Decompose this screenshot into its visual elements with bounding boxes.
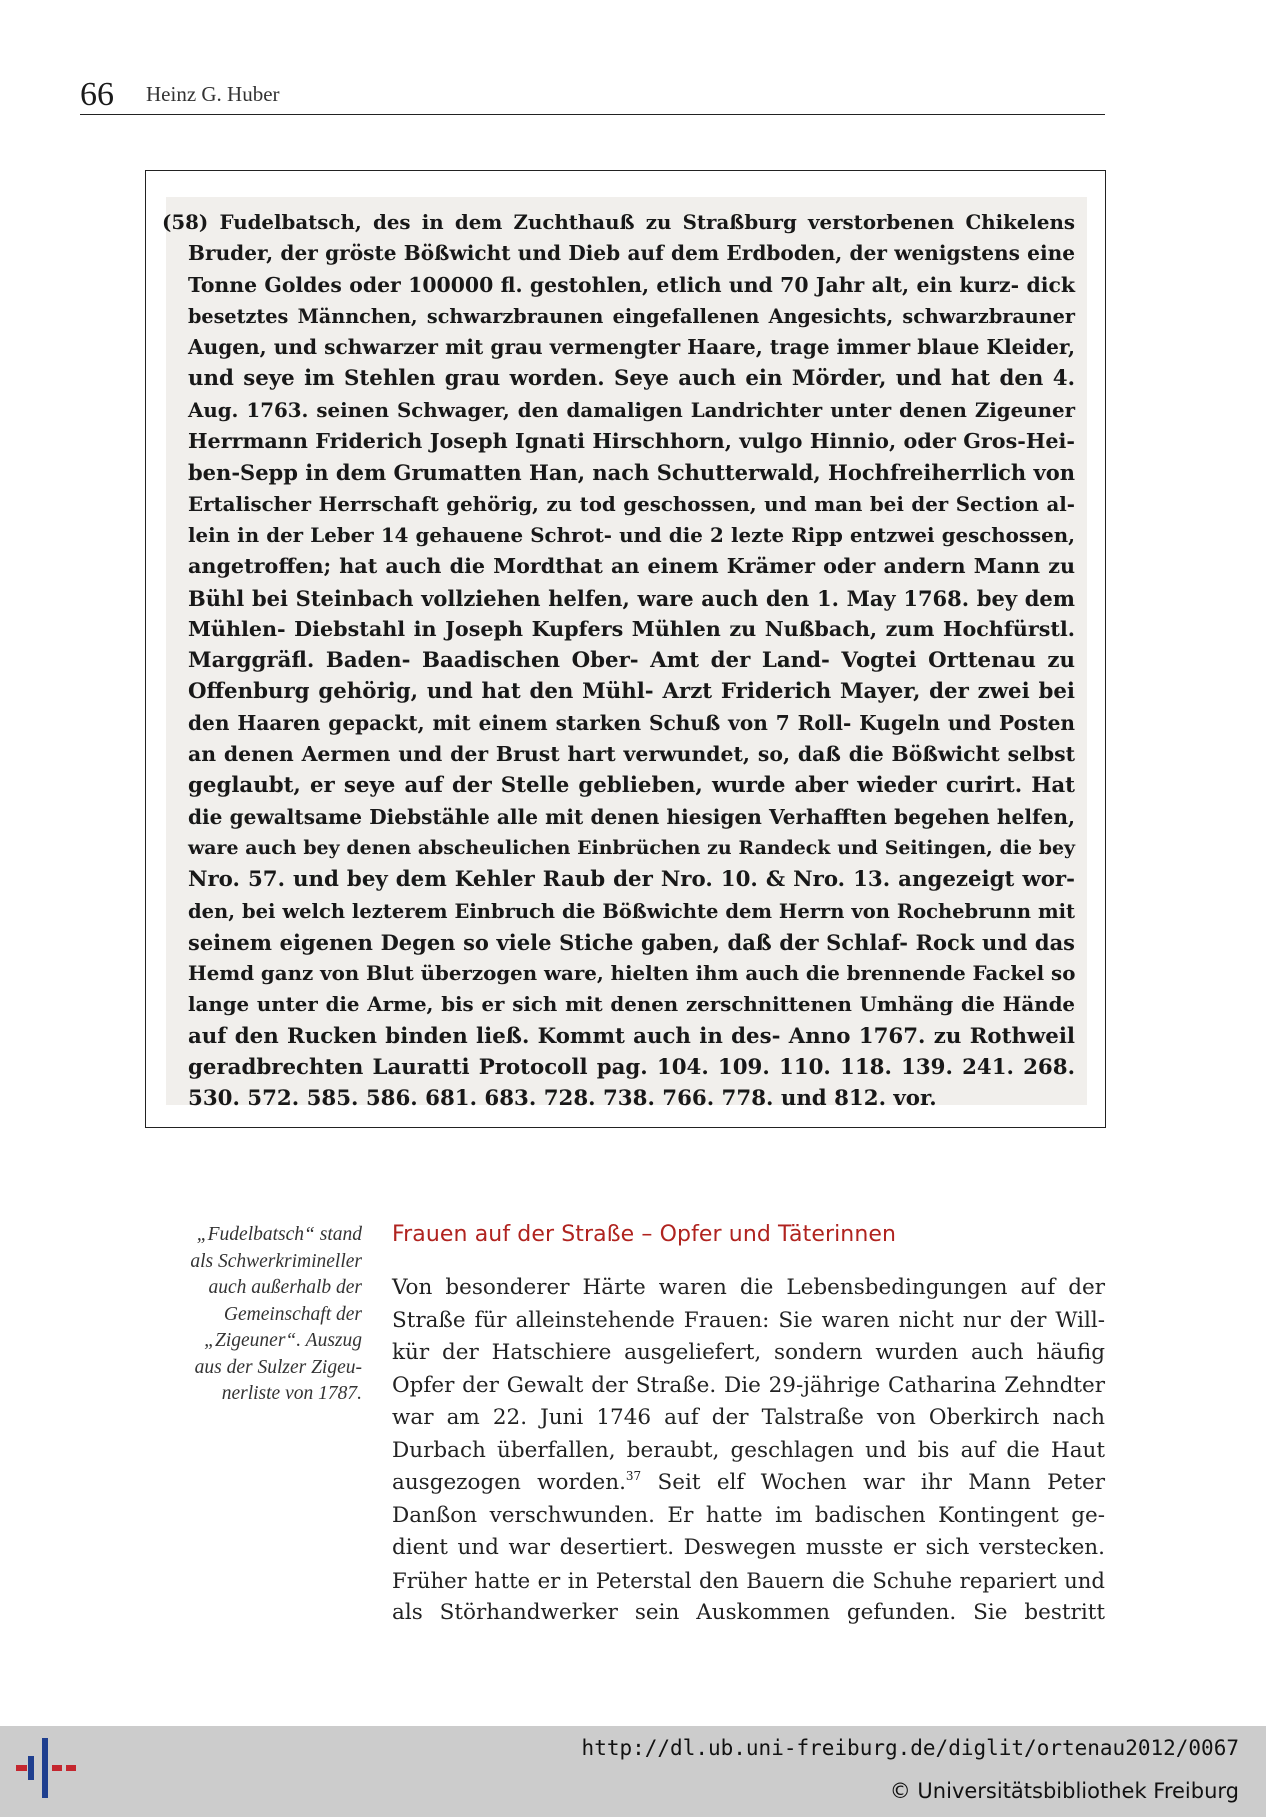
scan-line: den Haaren gepackt, mit einem starken Schuß von 7 Roll- Kugeln und Posten (188, 710, 1075, 735)
scan-line: besetztes Männchen, schwarzbraunen eingefallenen Angesichts, schwarzbrauner (188, 304, 1075, 328)
scan-line: ben-Sepp in dem Grumatten Han, nach Schutterwald, Hochfreiherrlich von (188, 460, 1075, 486)
scan-line: Hemd ganz von Blut überzogen ware, hielten ihm auch die brennende Fackel so (188, 961, 1076, 986)
body-text (392, 1272, 1105, 1630)
scanned-excerpt (162, 197, 1087, 1112)
caption-line: Gemeinschaft der (223, 1303, 362, 1325)
body-line: Opfer der Gewalt der Straße. Die 29-jährige Catharina Zehndter (392, 1372, 1105, 1398)
page-number: 66 (80, 76, 114, 113)
scan-line: Tonne Goldes oder 100000 fl. gestohlen, etlich und 70 Jahr alt, ein kurz- dick (188, 272, 1075, 297)
scan-line: Mühlen- Diebstahl in Joseph Kupfers Mühlen zu Nußbach, zum Hochfürstl. (188, 616, 1075, 641)
running-head-author: Heinz G. Huber (146, 82, 280, 106)
scan-line: lein in der Leber 14 gehauene Schrot- und die 2 lezte Ripp entzwei geschossen, (188, 522, 1075, 547)
figure-caption (150, 1222, 362, 1408)
body-line: Danßon verschwunden. Er hatte im badischen Kontingent ge- (392, 1502, 1105, 1528)
body-line: Von besonderer Härte waren die Lebensbedingungen auf der (392, 1275, 1105, 1300)
body-line: dient und war desertiert. Deswegen musste er sich verstecken. (392, 1535, 1105, 1560)
scan-line: Bruder, der gröste Bößwicht und Dieb auf dem Erdboden, der wenigstens eine (188, 241, 1075, 266)
scan-line: geglaubt, er seye auf der Stelle geblieben, wurde aber wieder curirt. Hat (188, 773, 1075, 799)
scan-line: ware auch bey denen abscheulichen Einbrüchen zu Randeck und Seitingen, die bey (188, 836, 1075, 859)
scan-line: geradbrechten Lauratti Protocoll pag. 104. 109. 110. 118. 139. 241. 268. (188, 1055, 1075, 1081)
scan-line: 530. 572. 585. 586. 681. 683. 728. 738. 766. 778. und 812. vor. (188, 1086, 937, 1112)
scan-line: die gewaltsame Diebstähle alle mit denen hiesigen Verhafften begehen helfen, (188, 804, 1075, 829)
body-line: Straße für alleinstehende Frauen: Sie waren nicht nur der Will- (392, 1307, 1105, 1333)
body-line-part: Seit elf Wochen war ihr Mann Peter (641, 1470, 1105, 1495)
library-logo-icon (16, 1738, 82, 1798)
scan-line: Ertalischer Herrschaft gehörig, zu tod geschossen, und man bei der Section al- (188, 491, 1075, 516)
body-line: war am 22. Juni 1746 auf der Talstraße von Oberkirch nach (392, 1405, 1105, 1430)
scan-line: seinem eigenen Degen so viele Stiche gaben, daß der Schlaf- Rock und das (188, 929, 1075, 955)
scan-line: Aug. 1763. seinen Schwager, den damaligen Landrichter unter denen Zigeuner (188, 397, 1075, 422)
caption-line: nerliste von 1787. (221, 1383, 362, 1404)
caption-line: aus der Sulzer Zigeu- (194, 1356, 362, 1378)
footer-bar (0, 1726, 1266, 1817)
caption-line: „Fudelbatsch“ stand (196, 1224, 362, 1245)
scan-line: lange unter die Arme, bis er sich mit denen zerschnittenen Umhäng die Hände (188, 992, 1075, 1017)
caption-line: auch außerhalb der (208, 1277, 362, 1298)
scan-line: auf den Rucken binden ließ. Kommt auch in des- Anno 1767. zu Rothweil (188, 1023, 1075, 1049)
scan-line: Herrmann Friderich Joseph Ignati Hirschhorn, vulgo Hinnio, oder Gros-Hei- (188, 429, 1075, 454)
scan-line: den, bei welch lezterem Einbruch die Bößwichte dem Herrn von Rochebrunn mit (188, 899, 1075, 923)
body-line: Durbach überfallen, beraubt, geschlagen und bis auf die Haut (392, 1437, 1105, 1463)
page-header (80, 76, 1105, 115)
caption-line: „Zigeuner“. Auszug (204, 1330, 362, 1351)
scan-line: Marggräfl. Baden- Baadischen Ober- Amt der Land- Vogtei Orttenau zu (188, 648, 1075, 674)
body-line: Früher hatte er in Peterstal den Bauern die Schuhe repariert und (392, 1567, 1105, 1593)
body-line (392, 1467, 1105, 1500)
permalink-url[interactable]: http://dl.ub.uni-freiburg.de/diglit/ortenau2012/0067 (581, 1736, 1239, 1760)
body-line-part: ausgezogen worden. (392, 1470, 626, 1495)
footnote-reference[interactable]: 37 (625, 1469, 642, 1483)
scan-line: Bühl bei Steinbach vollziehen helfen, ware auch den 1. May 1768. bey dem (188, 585, 1075, 611)
scan-line: Offenburg gehörig, und hat den Mühl- Arzt Friderich Mayer, der zwei bei (188, 679, 1075, 705)
scan-line: und seye im Stehlen grau worden. Seye auch ein Mörder, und hat den 4. (188, 366, 1075, 392)
scan-line: an denen Aermen und der Brust hart verwundet, so, daß die Bößwicht selbst (188, 742, 1075, 767)
scan-line: (58) Fudelbatsch, des in dem Zuchthauß zu Straßburg verstorbenen Chikelens (162, 210, 1075, 234)
copyright-notice: © Universitätsbibliothek Freiburg (889, 1779, 1239, 1803)
scan-line: Augen, und schwarzer mit grau vermengter Haare, trage immer blaue Kleider, (188, 335, 1075, 360)
figure-frame (145, 170, 1106, 1128)
caption-line: als Schwerkrimineller (190, 1250, 362, 1272)
scan-line: angetroffen; hat auch die Mordthat an einem Krämer oder andern Mann zu (188, 554, 1075, 579)
scan-line: Nro. 57. und bey dem Kehler Raub der Nro. 10. & Nro. 13. angezeigt wor- (188, 867, 1075, 893)
body-line: kür der Hatschiere ausgeliefert, sondern wurden auch häufig (392, 1340, 1105, 1365)
section-heading: Frauen auf der Straße – Opfer und Täterinnen (392, 1222, 897, 1247)
body-line: als Störhandwerker sein Auskommen gefunden. Sie bestritt (392, 1600, 1105, 1625)
